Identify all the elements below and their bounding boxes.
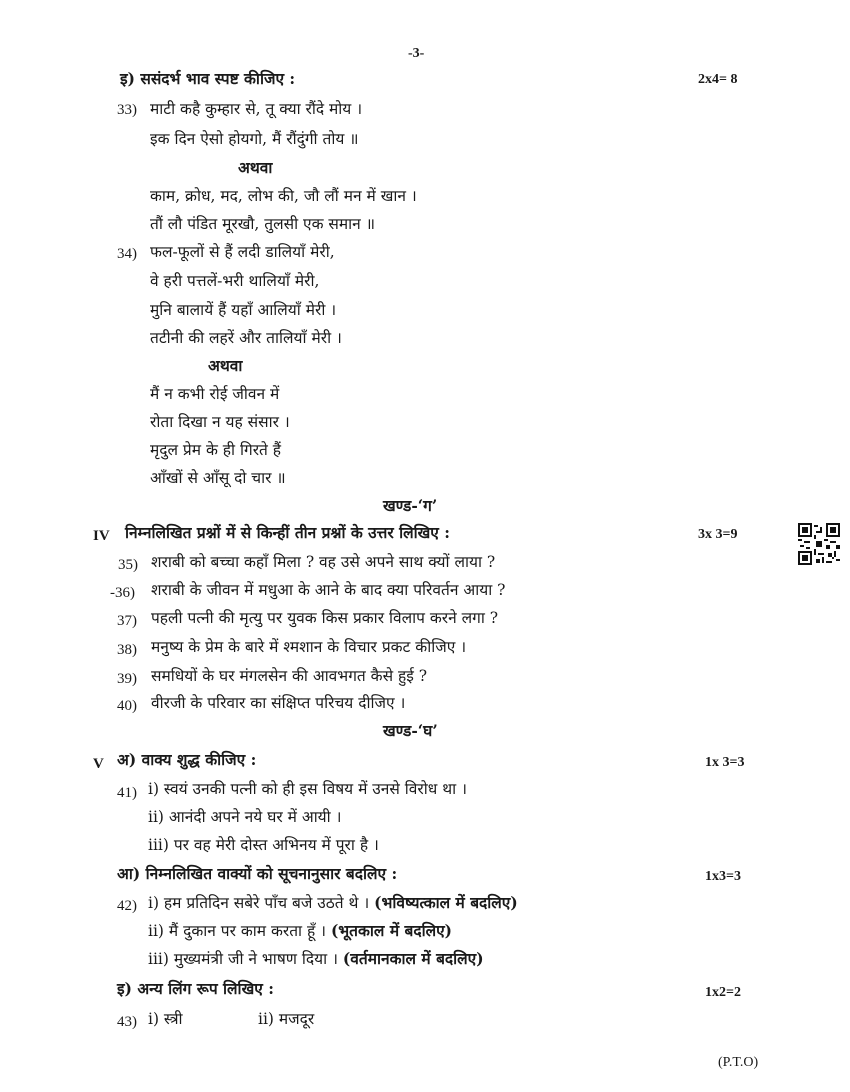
roman-numeral: V bbox=[93, 756, 104, 772]
section-instruction: निम्नलिखित प्रश्नों में से किन्हीं तीन प्रश्नों के उत्तर लिखिए : bbox=[125, 523, 450, 542]
or-label: अथवा bbox=[208, 356, 243, 375]
verse-line: मैं न कभी रोई जीवन में bbox=[150, 385, 280, 403]
question-number: 40) bbox=[117, 698, 137, 714]
page-number: -3- bbox=[408, 46, 425, 61]
question-number: 39) bbox=[117, 671, 137, 687]
verse-line: रोता दिखा न यह संसार । bbox=[150, 413, 290, 431]
section-heading: इ) ससंदर्भ भाव स्पष्ट कीजिए : bbox=[120, 69, 296, 88]
question-number: -36) bbox=[110, 585, 135, 601]
question-number: 35) bbox=[118, 557, 138, 573]
sentence-text: i) हम प्रतिदिन सबेरे पाँच बजे उठते थे । bbox=[148, 894, 370, 912]
verse-line: वे हरी पत्तलें-भरी थालियाँ मेरी, bbox=[150, 272, 320, 290]
verse-line: मुनि बालायें हैं यहाँ आलियाँ मेरी । bbox=[150, 301, 337, 319]
word-item: i) स्त्री bbox=[148, 1010, 183, 1028]
tense-hint: (भविष्यत्काल में बदलिए) bbox=[374, 893, 518, 912]
sentence-item: i) स्वयं उनकी पत्नी को ही इस विषय में उनसे विरोध था । bbox=[148, 780, 467, 798]
verse-line: इक दिन ऐसो होयगो, मैं रौंदुंगी तोय ॥ bbox=[150, 130, 359, 148]
subsection-heading: इ) अन्य लिंग रूप लिखिए : bbox=[117, 979, 274, 998]
verse-line: काम, क्रोध, मद, लोभ की, जौ लौं मन में खान । bbox=[150, 187, 417, 205]
verse-line: माटी कहै कुम्हार से, तू क्या रौंदे मोय । bbox=[150, 100, 363, 118]
sentence-text: ii) मैं दुकान पर काम करता हूँ । bbox=[148, 922, 327, 940]
verse-line: आँखों से आँसू दो चार ॥ bbox=[150, 469, 286, 487]
question-text: शराबी के जीवन में मधुआ के आने के बाद क्या परिवर्तन आया ? bbox=[151, 581, 506, 599]
section-marks: 3x 3=9 bbox=[698, 527, 738, 542]
subsection-heading: अ) वाक्य शुद्ध कीजिए : bbox=[117, 750, 257, 769]
sentence-item: ii) आनंदी अपने नये घर में आयी । bbox=[148, 808, 342, 826]
section-marks: 1x 3=3 bbox=[705, 755, 745, 770]
section-marks: 1x3=3 bbox=[705, 869, 741, 884]
section-marks: 1x2=2 bbox=[705, 985, 741, 1000]
or-label: अथवा bbox=[238, 158, 273, 177]
question-number: 33) bbox=[117, 102, 137, 118]
question-number: 38) bbox=[117, 642, 137, 658]
section-marks: 2x4= 8 bbox=[698, 72, 738, 87]
question-text: पहली पत्नी की मृत्यु पर युवक किस प्रकार विलाप करने लगा ? bbox=[151, 609, 499, 627]
question-text: मनुष्य के प्रेम के बारे में श्मशान के विचार प्रकट कीजिए । bbox=[151, 638, 467, 656]
question-text: वीरजी के परिवार का संक्षिप्त परिचय दीजिए । bbox=[151, 694, 406, 712]
question-text: समधियों के घर मंगलसेन की आवभगत कैसे हुई ? bbox=[151, 667, 428, 685]
sentence-item bbox=[148, 894, 518, 913]
footer-pto: (P.T.O) bbox=[718, 1055, 759, 1070]
subsection-heading: आ) निम्नलिखित वाक्यों को सूचनानुसार बदलिए : bbox=[117, 864, 398, 883]
verse-line: फल-फूलों से हैं लदी डालियाँ मेरी, bbox=[150, 243, 335, 261]
sentence-item bbox=[148, 922, 452, 941]
sentence-item: iii) पर वह मेरी दोस्त अभिनय में पूरा है । bbox=[148, 836, 379, 854]
tense-hint: (वर्तमानकाल में बदलिए) bbox=[342, 949, 484, 968]
verse-line: मृदुल प्रेम के ही गिरते हैं bbox=[150, 441, 282, 459]
question-number: 43) bbox=[117, 1014, 137, 1030]
sentence-item bbox=[148, 950, 484, 969]
tense-hint: (भूतकाल में बदलिए) bbox=[330, 921, 453, 940]
khand-title: खण्ड-‘घ’ bbox=[383, 721, 438, 740]
verse-line: तौं लौ पंडित मूरखौ, तुलसी एक समान ॥ bbox=[150, 215, 375, 233]
roman-numeral: IV bbox=[93, 528, 110, 544]
question-number: 37) bbox=[117, 613, 137, 629]
question-number: 34) bbox=[117, 246, 137, 262]
question-text: शराबी को बच्चा कहाँ मिला ? वह उसे अपने साथ क्यों लाया ? bbox=[151, 553, 496, 571]
question-number: 42) bbox=[117, 898, 137, 914]
khand-title: खण्ड-‘ग’ bbox=[383, 496, 438, 515]
question-number: 41) bbox=[117, 785, 137, 801]
word-item: ii) मजदूर bbox=[258, 1010, 315, 1028]
sentence-text: iii) मुख्यमंत्री जी ने भाषण दिया । bbox=[148, 950, 338, 968]
qr-code-icon bbox=[798, 523, 840, 565]
verse-line: तटीनी की लहरें और तालियाँ मेरी । bbox=[150, 329, 342, 347]
